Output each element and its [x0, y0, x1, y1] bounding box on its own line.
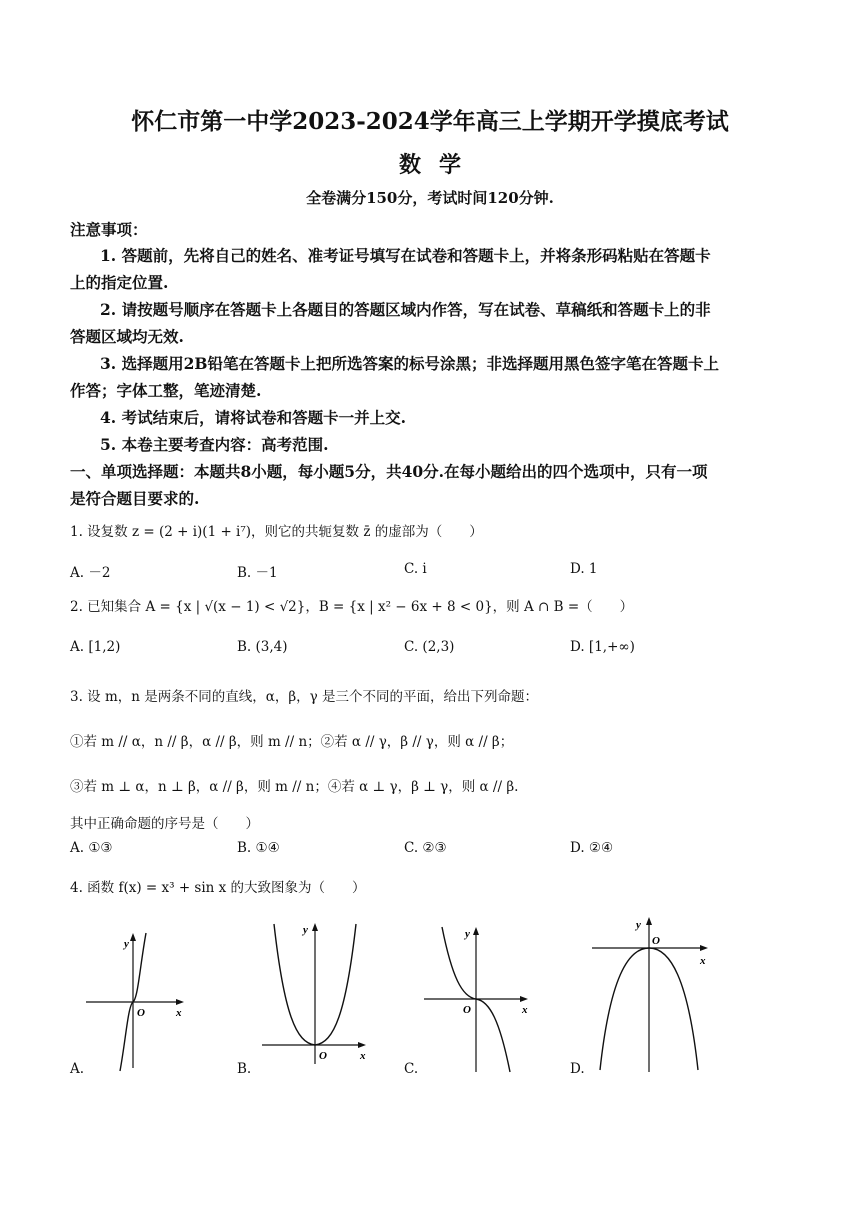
notes-heading: 注意事项： [70, 220, 148, 239]
q3-propositions-3-4: ③若 m ⊥ α，n ⊥ β，α // β，则 m // n；④若 α ⊥ γ，β ⊥ γ，则 α // β. [70, 779, 519, 795]
q3-option-c: C. ②③ [404, 840, 447, 856]
graph-b [256, 918, 376, 1066]
graph-b-y-label: y [303, 924, 308, 936]
q2-option-d: D. [1,+∞) [570, 639, 635, 655]
note-2-line-2: 答题区域均无效. [70, 327, 184, 346]
graph-d-y-label: y [636, 919, 641, 931]
q1-option-c: C. i [404, 561, 427, 577]
graph-a-x-label: x [176, 1007, 182, 1019]
q3-option-d: D. ②④ [570, 840, 614, 856]
note-3-line-2: 作答；字体工整，笔迹清楚. [70, 381, 262, 400]
q2-option-c: C. (2,3) [404, 639, 455, 655]
q2-option-b: B. (3,4) [237, 639, 288, 655]
exam-info: 全卷满分150分，考试时间120分钟. [306, 189, 554, 207]
q3-ask: 其中正确命题的序号是（ ） [70, 816, 259, 832]
question-4-stem: 4. 函数 f(x) = x³ + sin x 的大致图象为（ ） [70, 880, 366, 896]
q3-option-a: A. ①③ [70, 840, 113, 856]
graph-b-x-label: x [360, 1050, 366, 1062]
note-4: 4. 考试结束后，请将试卷和答题卡一并上交. [100, 408, 406, 427]
question-1-stem: 1. 设复数 z = (2 + i)(1 + i⁷)，则它的共轭复数 z̄ 的虚部为（ ） [70, 524, 483, 540]
q4-option-d: D. [570, 1061, 585, 1077]
q1-option-b: B. －1 [237, 565, 278, 581]
section-1-heading-line-1: 一、单项选择题：本题共8小题，每小题5分，共40分.在每小题给出的四个选项中，只有一项 [70, 462, 708, 481]
graph-a-origin-label: O [137, 1007, 145, 1019]
graph-c-y-label: y [465, 928, 470, 940]
q4-option-b: B. [237, 1061, 252, 1077]
q2-option-a: A. [1,2) [70, 639, 121, 655]
note-3-line-1: 3. 选择题用2B铅笔在答题卡上把所选答案的标号涂黑；非选择题用黑色签字笔在答题卡上 [100, 354, 719, 373]
graph-a-y-label: y [124, 938, 129, 950]
q3-option-b: B. ①④ [237, 840, 280, 856]
graph-d-x-label: x [700, 955, 706, 967]
note-5: 5. 本卷主要考查内容：高考范围. [100, 435, 329, 454]
graph-b-origin-label: O [319, 1050, 327, 1062]
question-2-stem: 2. 已知集合 A = {x | √(x − 1) < √2}，B = {x | x² − 6x + 8 < 0}，则 A ∩ B =（ ） [70, 599, 634, 615]
q1-option-a: A. －2 [70, 565, 111, 581]
graph-d-origin-label: O [652, 935, 660, 947]
q4-option-a: A. [70, 1061, 85, 1077]
graph-a [80, 928, 190, 1073]
graph-c [418, 922, 538, 1074]
graph-c-x-label: x [522, 1004, 528, 1016]
note-2-line-1: 2. 请按题号顺序在答题卡上各题目的答题区域内作答，写在试卷、草稿纸和答题卡上的非 [100, 300, 711, 319]
note-1-line-2: 上的指定位置. [70, 273, 169, 292]
exam-title: 怀仁市第一中学2023-2024学年高三上学期开学摸底考试 [131, 108, 729, 135]
graph-d [588, 912, 718, 1074]
section-1-heading-line-2: 是符合题目要求的. [70, 489, 200, 508]
q3-propositions-1-2: ①若 m // α，n // β，α // β，则 m // n；②若 α // γ，β // γ，则 α // β； [70, 734, 514, 750]
question-3-stem: 3. 设 m，n 是两条不同的直线，α，β，γ 是三个不同的平面，给出下列命题： [70, 689, 539, 705]
q4-option-c: C. [404, 1061, 419, 1077]
q1-option-d: D. 1 [570, 561, 598, 577]
note-1-line-1: 1. 答题前，先将自己的姓名、准考证号填写在试卷和答题卡上，并将条形码粘贴在答题卡 [100, 246, 711, 265]
graph-c-origin-label: O [463, 1004, 471, 1016]
subject-title: 数学 [398, 152, 479, 178]
